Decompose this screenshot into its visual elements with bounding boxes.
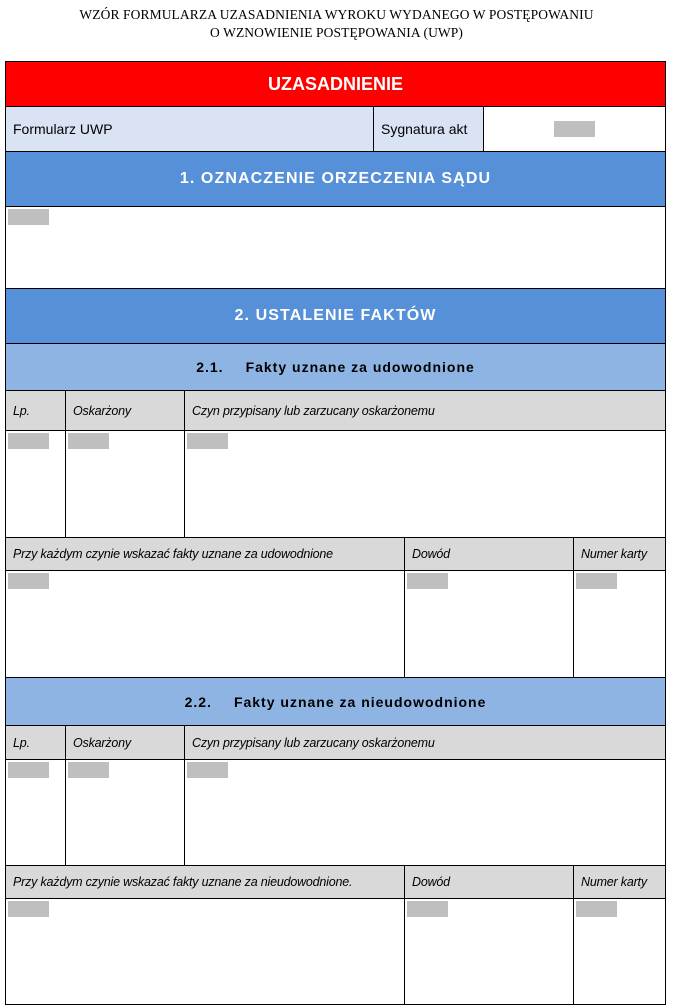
act-placeholder[interactable] [187, 433, 228, 449]
lp-placeholder[interactable] [8, 762, 49, 778]
section-1-body [5, 207, 666, 289]
col-accused: Oskarżony [66, 726, 185, 759]
lp-field[interactable] [6, 431, 66, 537]
table-2-2-row-a [5, 760, 666, 866]
subsection-2-1-label: Fakty uznane za udowodnione [245, 359, 475, 375]
act-placeholder[interactable] [187, 762, 228, 778]
signature-placeholder[interactable] [554, 121, 595, 137]
facts-field[interactable] [6, 899, 405, 1004]
col-lp: Lp. [6, 391, 66, 430]
evidence-field[interactable] [405, 571, 574, 677]
col-act: Czyn przypisany lub zarzucany oskarżonemu [185, 391, 665, 430]
col-facts: Przy każdym czynie wskazać fakty uznane za nieudowodnione. [6, 866, 405, 898]
col-facts: Przy każdym czynie wskazać fakty uznane za udowodnione [6, 538, 405, 570]
col-evidence: Dowód [405, 866, 574, 898]
table-2-1-header-b [5, 538, 666, 571]
table-2-1-header-a [5, 391, 666, 431]
facts-field[interactable] [6, 571, 405, 677]
court-ruling-placeholder[interactable] [8, 209, 49, 225]
header-line-1: WZÓR FORMULARZA UZASADNIENIA WYROKU WYDANEGO W POSTĘPOWANIU [79, 7, 594, 22]
subsection-2-2-label: Fakty uznane za nieudowodnione [233, 693, 487, 710]
facts-placeholder[interactable] [8, 573, 49, 589]
card-placeholder[interactable] [576, 573, 617, 589]
form-frame [5, 61, 666, 1005]
card-field[interactable] [574, 571, 665, 677]
court-ruling-field[interactable] [6, 207, 665, 288]
subsection-2-1-title [5, 344, 666, 391]
col-act: Czyn przypisany lub zarzucany oskarżonemu [185, 726, 665, 759]
act-field[interactable] [185, 431, 665, 537]
accused-field[interactable] [66, 760, 185, 865]
table-2-2-row-b [5, 899, 666, 1005]
form-label: Formularz UWP [6, 107, 374, 151]
document-header [0, 6, 673, 42]
signature-label: Sygnatura akt [374, 107, 484, 151]
lp-placeholder[interactable] [8, 433, 49, 449]
col-lp: Lp. [6, 726, 66, 759]
meta-row [5, 107, 666, 152]
signature-field[interactable] [484, 107, 665, 151]
subsection-2-2-title [5, 678, 666, 726]
section-1-title: 1. OZNACZENIE ORZECZENIA SĄDU [5, 152, 666, 207]
table-2-1-row-a [5, 431, 666, 538]
table-2-1-row-b [5, 571, 666, 678]
act-field[interactable] [185, 760, 665, 865]
evidence-placeholder[interactable] [407, 901, 448, 917]
lp-field[interactable] [6, 760, 66, 865]
section-2-title: 2. USTALENIE FAKTÓW [5, 289, 666, 344]
form-title: UZASADNIENIE [5, 61, 666, 107]
accused-placeholder[interactable] [68, 433, 109, 449]
facts-placeholder[interactable] [8, 901, 49, 917]
evidence-placeholder[interactable] [407, 573, 448, 589]
evidence-field[interactable] [405, 899, 574, 1004]
col-evidence: Dowód [405, 538, 574, 570]
table-2-2-header-b [5, 866, 666, 899]
accused-placeholder[interactable] [68, 762, 109, 778]
card-placeholder[interactable] [576, 901, 617, 917]
header-line-2: O WZNOWIENIE POSTĘPOWANIA (UWP) [210, 25, 463, 40]
table-2-2-header-a [5, 726, 666, 760]
col-accused: Oskarżony [66, 391, 185, 430]
accused-field[interactable] [66, 431, 185, 537]
subsection-2-2-number: 2.2. [184, 693, 212, 710]
col-card: Numer karty [574, 538, 665, 570]
col-card: Numer karty [574, 866, 665, 898]
subsection-2-1-number: 2.1. [196, 359, 224, 375]
card-field[interactable] [574, 899, 665, 1004]
